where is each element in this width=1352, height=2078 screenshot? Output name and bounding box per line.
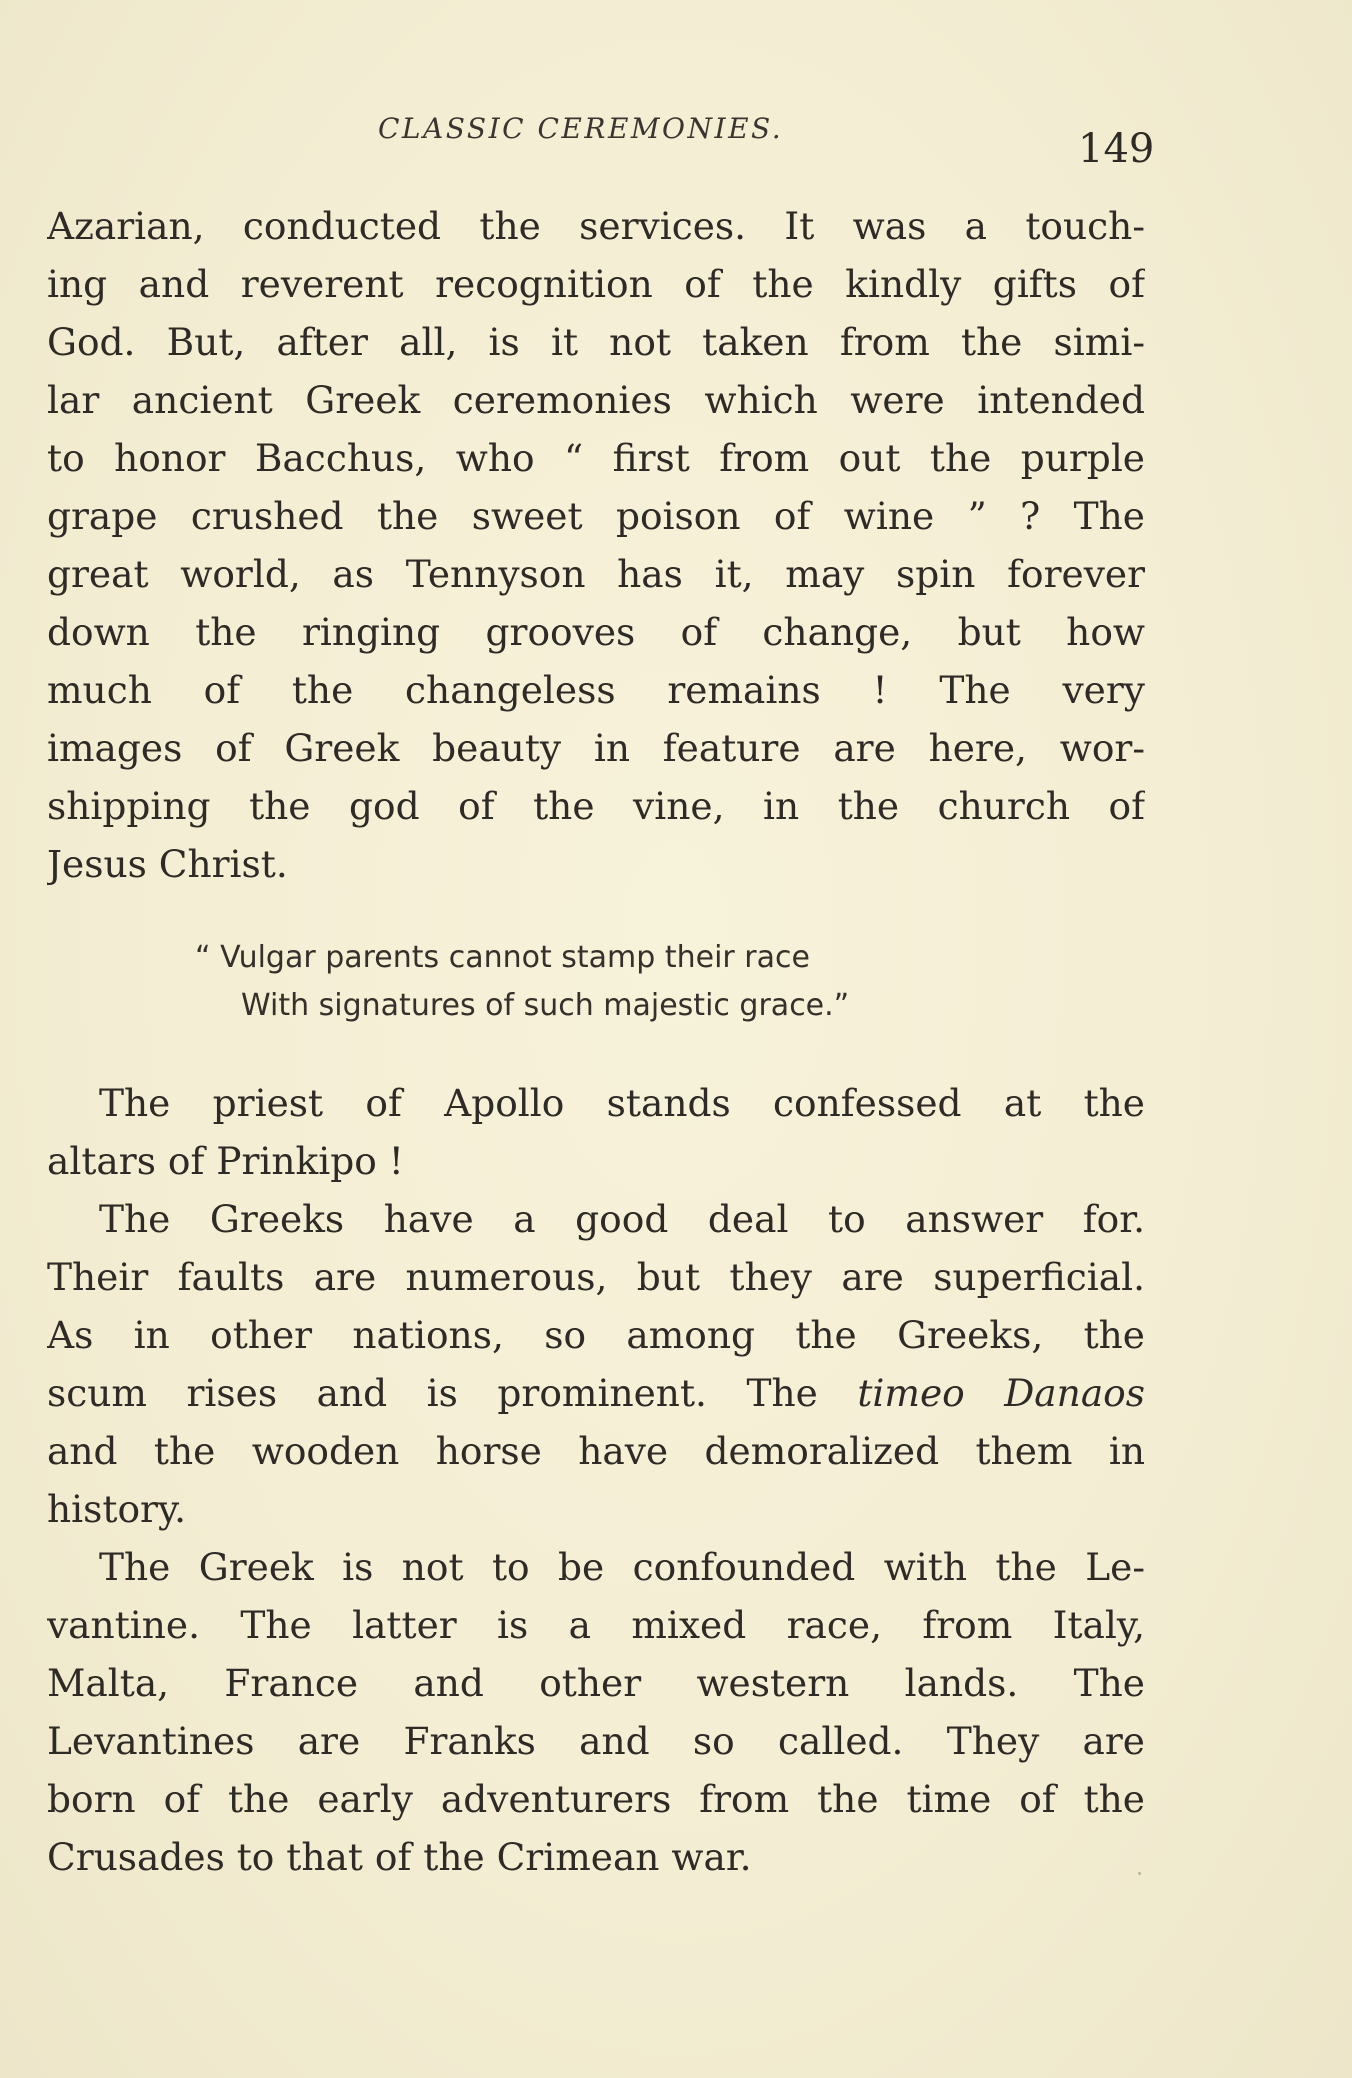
text-line: much of the changeless remains ! The very: [47, 668, 1145, 712]
text-line: vantine. The latter is a mixed race, from Italy,: [47, 1603, 1145, 1647]
text-line: Jesus Christ.: [47, 842, 288, 886]
text-line: Malta, France and other western lands. The: [47, 1661, 1145, 1705]
text-line: to honor Bacchus, who “ first from out the purple: [47, 436, 1145, 480]
text-line: The Greeks have a good deal to answer for.: [99, 1197, 1145, 1241]
text-line: images of Greek beauty in feature are here, wor-: [47, 726, 1145, 770]
text-line: lar ancient Greek ceremonies which were intended: [47, 378, 1145, 422]
text-line: The priest of Apollo stands confessed at the: [99, 1081, 1145, 1125]
latin-phrase: timeo Danaos: [857, 1371, 1145, 1415]
page-number: 149: [1078, 126, 1155, 172]
paragraphs-after-quote: [47, 1074, 1145, 1886]
text-line: born of the early adventurers from the time of the: [47, 1777, 1145, 1821]
running-title: CLASSIC CEREMONIES.: [378, 112, 784, 145]
quote-line: “ Vulgar parents cannot stamp their race: [195, 940, 810, 975]
text-line: [47, 1364, 1145, 1422]
text-line: down the ringing grooves of change, but how: [47, 610, 1145, 654]
text-line: ing and reverent recognition of the kindly gifts of: [47, 262, 1145, 306]
paragraph-azarian: [47, 197, 1145, 893]
text-line: Levantines are Franks and so called. They are: [47, 1719, 1145, 1763]
text-line: shipping the god of the vine, in the church of: [47, 784, 1145, 828]
text-line: great world, as Tennyson has it, may spin forever: [47, 552, 1145, 596]
paper-speck: [1138, 1872, 1141, 1875]
text-line: Their faults are numerous, but they are superficial.: [47, 1255, 1145, 1299]
text-line: God. But, after all, is it not taken from the simi-: [47, 320, 1145, 364]
text-line: Azarian, conducted the services. It was a touch-: [47, 204, 1145, 248]
text-line: altars of Prinkipo !: [47, 1139, 404, 1183]
verse-quotation: [195, 934, 849, 1030]
text-line: The Greek is not to be confounded with the Le-: [99, 1545, 1145, 1589]
text-line: and the wooden horse have demoralized them in: [47, 1429, 1145, 1473]
text-line: Crusades to that of the Crimean war.: [47, 1835, 752, 1879]
text-run: scum rises and is prominent. The: [47, 1371, 858, 1415]
quote-line: With signatures of such majestic grace.”: [241, 988, 850, 1023]
running-head: [0, 112, 1352, 172]
text-line: As in other nations, so among the Greeks, the: [47, 1313, 1145, 1357]
text-line: history.: [47, 1487, 187, 1531]
text-line: grape crushed the sweet poison of wine ” ? The: [47, 494, 1145, 538]
